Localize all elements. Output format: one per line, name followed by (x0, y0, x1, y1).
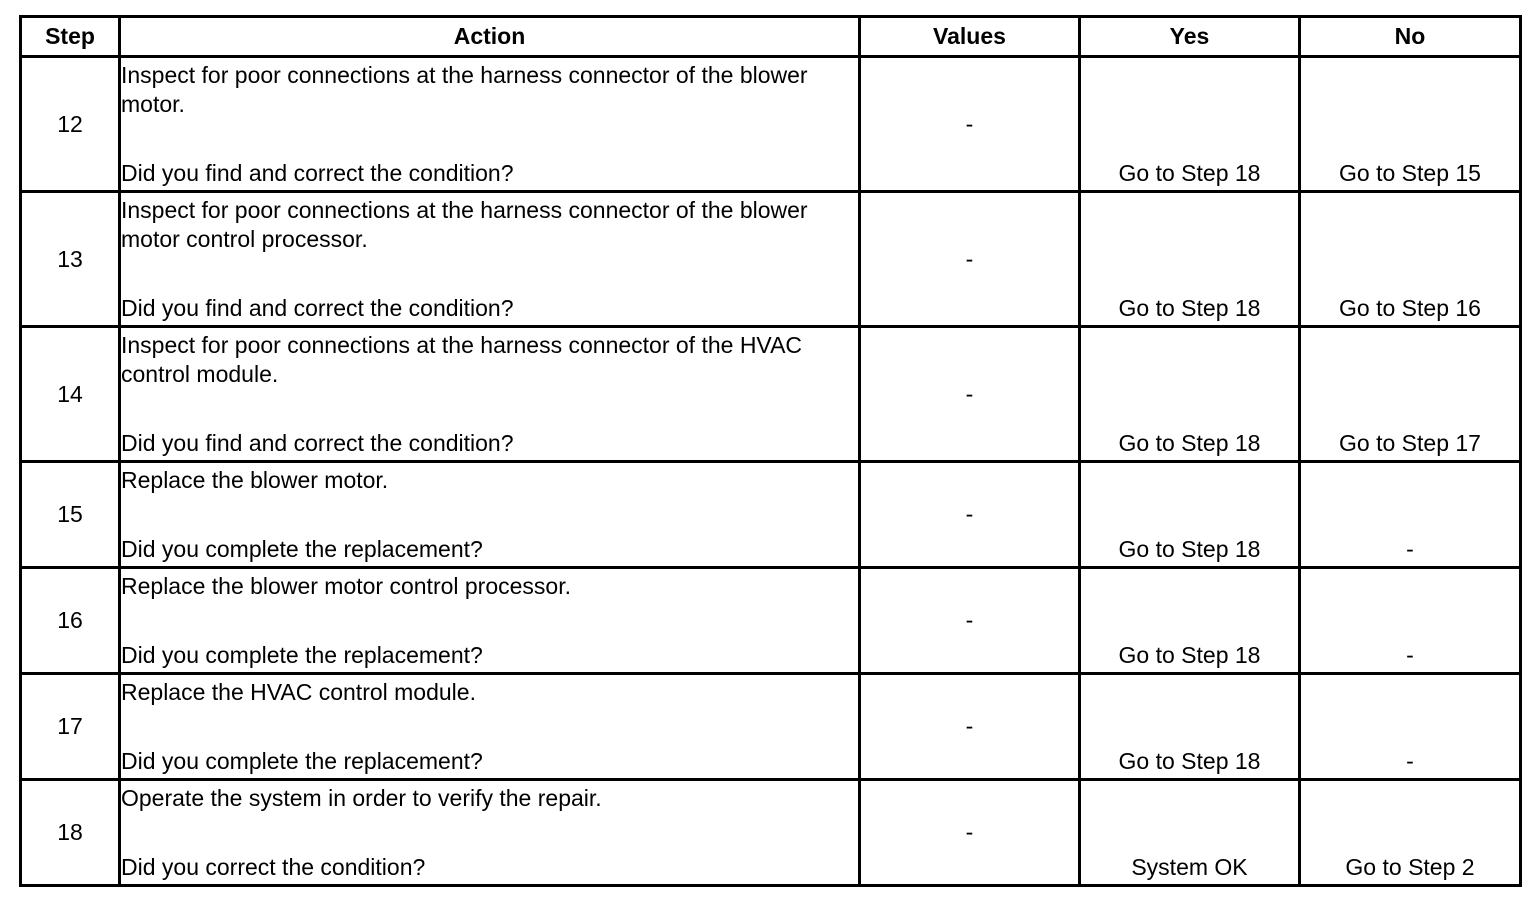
yes-result: Go to Step 18 (1118, 748, 1261, 774)
values-cell: - (860, 568, 1080, 674)
action-instruction: Inspect for poor connections at the harness connector of the HVAC control module. (121, 332, 803, 387)
no-cell (1300, 674, 1521, 780)
values-cell: - (860, 780, 1080, 886)
action-cell (120, 674, 860, 780)
values-cell: - (860, 462, 1080, 568)
yes-result: Go to Step 18 (1118, 295, 1261, 321)
no-result: Go to Step 17 (1339, 430, 1481, 456)
step-number: 18 (21, 780, 120, 886)
yes-cell (1080, 568, 1300, 674)
step-number: 15 (21, 462, 120, 568)
step-number: 16 (21, 568, 120, 674)
action-instruction: Inspect for poor connections at the harness connector of the blower motor. (121, 62, 808, 117)
step-number: 17 (21, 674, 120, 780)
yes-cell (1080, 780, 1300, 886)
action-cell (120, 780, 860, 886)
no-cell (1300, 192, 1521, 327)
action-question: Did you find and correct the condition? (121, 160, 514, 186)
action-question: Did you complete the replacement? (121, 536, 483, 562)
step-number: 12 (21, 57, 120, 192)
table-row (21, 568, 1521, 674)
action-instruction: Replace the HVAC control module. (121, 679, 476, 705)
yes-result: Go to Step 18 (1118, 430, 1261, 456)
header-step: Step (21, 17, 120, 57)
table-row (21, 462, 1521, 568)
diagnostic-table (19, 15, 1522, 887)
yes-cell (1080, 192, 1300, 327)
no-result: - (1406, 536, 1414, 562)
values-cell: - (860, 192, 1080, 327)
yes-result: System OK (1131, 854, 1248, 880)
action-question: Did you complete the replacement? (121, 642, 483, 668)
action-question: Did you complete the replacement? (121, 748, 483, 774)
yes-cell (1080, 462, 1300, 568)
table-row (21, 327, 1521, 462)
yes-result: Go to Step 18 (1118, 642, 1261, 668)
no-result: - (1406, 748, 1414, 774)
yes-cell (1080, 674, 1300, 780)
step-number: 14 (21, 327, 120, 462)
action-instruction: Inspect for poor connections at the harness connector of the blower motor control processor. (121, 197, 808, 252)
table-row (21, 780, 1521, 886)
header-action: Action (120, 17, 860, 57)
no-cell (1300, 568, 1521, 674)
action-cell (120, 327, 860, 462)
action-question: Did you find and correct the condition? (121, 430, 514, 456)
no-cell (1300, 780, 1521, 886)
no-cell (1300, 57, 1521, 192)
header-yes: Yes (1080, 17, 1300, 57)
yes-cell (1080, 327, 1300, 462)
action-question: Did you correct the condition? (121, 854, 426, 880)
table-row (21, 674, 1521, 780)
no-result: Go to Step 2 (1345, 854, 1475, 880)
action-cell (120, 57, 860, 192)
table-row (21, 192, 1521, 327)
header-row (21, 17, 1521, 57)
action-cell (120, 568, 860, 674)
yes-cell (1080, 57, 1300, 192)
action-instruction: Operate the system in order to verify the repair. (121, 785, 602, 811)
yes-result: Go to Step 18 (1118, 536, 1261, 562)
no-result: Go to Step 15 (1339, 160, 1481, 186)
header-values: Values (860, 17, 1080, 57)
values-cell: - (860, 57, 1080, 192)
action-cell (120, 462, 860, 568)
action-instruction: Replace the blower motor. (121, 467, 389, 493)
action-cell (120, 192, 860, 327)
step-number: 13 (21, 192, 120, 327)
action-question: Did you find and correct the condition? (121, 295, 514, 321)
no-cell (1300, 327, 1521, 462)
values-cell: - (860, 674, 1080, 780)
values-cell: - (860, 327, 1080, 462)
yes-result: Go to Step 18 (1118, 160, 1261, 186)
header-no: No (1300, 17, 1521, 57)
no-result: Go to Step 16 (1339, 295, 1481, 321)
no-result: - (1406, 642, 1414, 668)
action-instruction: Replace the blower motor control processor. (121, 573, 571, 599)
no-cell (1300, 462, 1521, 568)
table-row (21, 57, 1521, 192)
